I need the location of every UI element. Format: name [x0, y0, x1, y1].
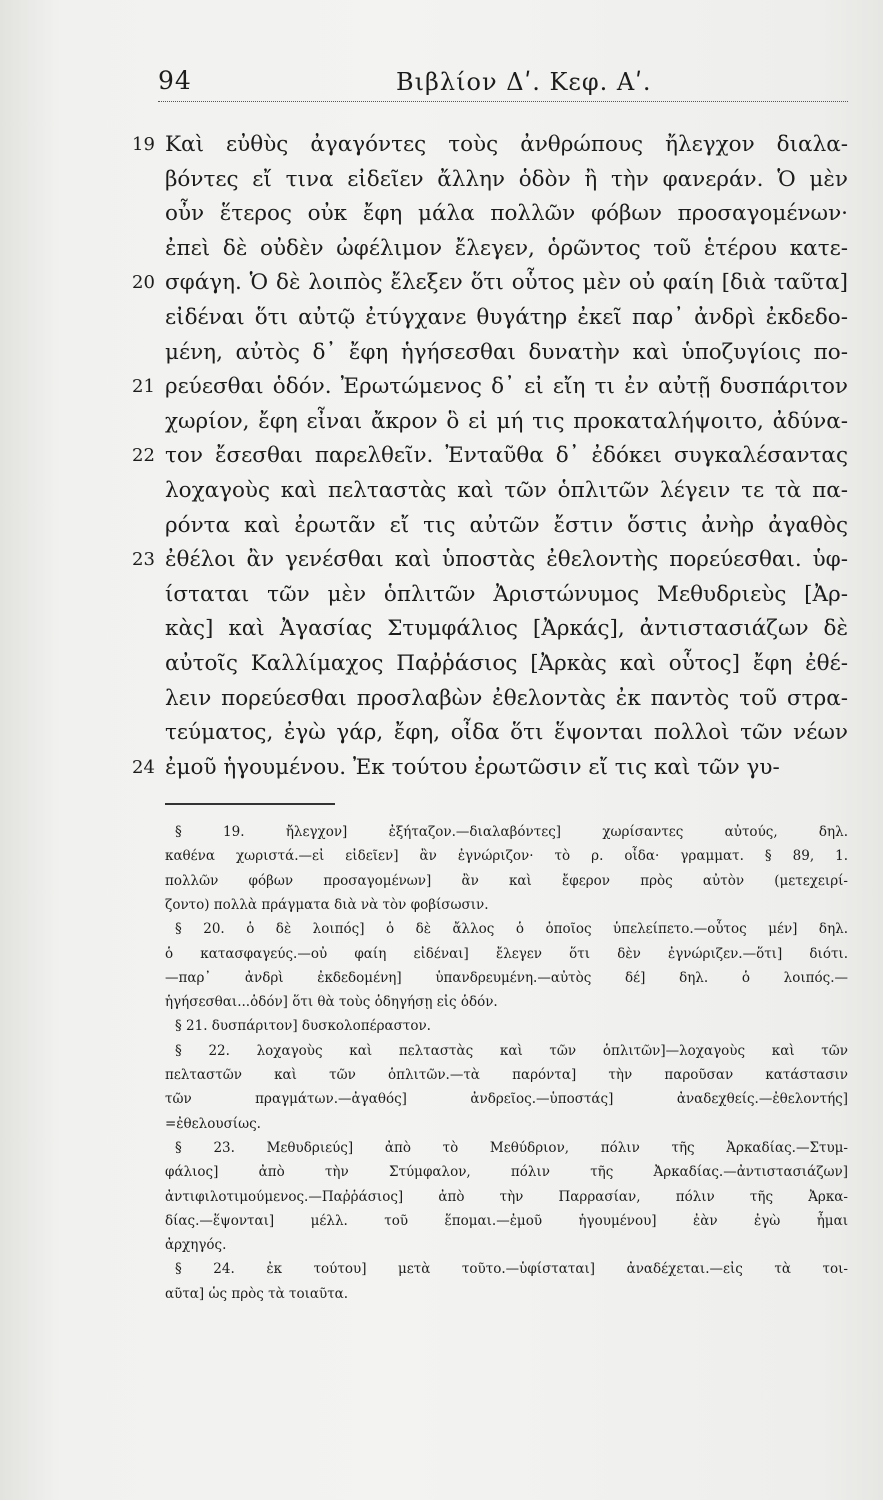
footnote-line: ζοντο) πολλὰ πράγματα διὰ νὰ τὸν φοβίσωσιν. — [165, 896, 489, 913]
section-number: 21 — [132, 376, 155, 398]
footnote-line: § 24. ἐκ τούτου] μετὰ τοῦτο.—ὑφίσταται] ἀναδέχεται.—εἰς τὰ τοι- — [175, 1261, 848, 1278]
section-number: 20 — [132, 272, 155, 294]
running-head: Βιβλίον Δʹ. Κεφ. Αʹ. — [396, 68, 652, 96]
text-line: εἰδέναι ὅτι αὐτῷ ἐτύγχανε θυγάτηρ ἐκεῖ παρ᾽ ἀνδρὶ ἐκδεδο- — [165, 305, 848, 330]
text-line: βόντες εἴ τινα εἰδεῖεν ἄλλην ὁδὸν ἢ τὴν φανεράν. Ὁ μὲν — [165, 166, 848, 192]
text-line: ίσταται τῶν μὲν ὁπλιτῶν Ἀριστώνυμος Μεθυδριεὺς [Ἀρ- — [165, 581, 848, 607]
text-line: σφάγη. Ὁ δὲ λοιπὸς ἔλεξεν ὅτι οὗτος μὲν οὐ φαίη [διὰ ταῦτα] — [165, 270, 848, 296]
footnote-line: § 20. ὁ δὲ λοιπός] ὁ δὲ ἄλλος ὁ ὁποῖος ὑπελείπετο.—οὗτος μέν] δηλ. — [175, 921, 848, 938]
text-line: αὐτοῖς Καλλίμαχος Παῤῥάσιος [Ἀρκὰς καὶ οὗτος] ἔφη ἐθέ- — [165, 651, 848, 676]
footnote-line: πολλῶν φόβων προσαγομένων] ἂν καὶ ἔφερον πρὸς αὐτὸν (μετεχειρί- — [165, 872, 848, 889]
text-line: οὖν ἕτερος οὐκ ἔφη μάλα πολλῶν φόβων προσαγομένων· — [165, 201, 848, 227]
footnote-line: § 21. δυσπάριτον] δυσκολοπέραστον. — [175, 1018, 431, 1035]
text-line: Καὶ εὐθὺς ἀγαγόντες τοὺς ἀνθρώπους ἤλεγχον διαλα- — [165, 132, 848, 157]
footnote-line: —παρ᾽ ἀνδρὶ ἐκδεδομένη] ὑπανδρευμένη.—αὐτὸς δέ] δηλ. ὁ λοιπός.— — [165, 969, 848, 986]
footnote-line: πελταστῶν καὶ τῶν ὁπλιτῶν.—τὰ παρόντα] τὴν παροῦσαν κατάστασιν — [165, 1067, 848, 1083]
header-rule — [158, 101, 848, 102]
text-line: ρεύεσθαι ὁδόν. Ἐρωτώμενος δ᾽ εἰ εἴη τι ἐν αὐτῇ δυσπάριτον — [165, 374, 848, 400]
footnote-line: αῦτα] ὡς πρὸς τὰ τοιαῦτα. — [165, 1285, 349, 1302]
footnote-line: § 23. Μεθυδριεύς] ἀπὸ τὸ Μεθύδριον, πόλιν τῆς Ἀρκαδίας.—Στυμ- — [175, 1139, 848, 1156]
text-line: μένη, αὐτὸς δ᾽ ἔφη ἡγήσεσθαι δυνατὴν καὶ ὑποζυγίοις πο- — [165, 339, 848, 365]
text-line: χωρίον, ἔφη εἶναι ἄκρον ὃ εἰ μή τις προκαταλήψοιτο, ἀδύνα- — [165, 408, 848, 434]
footnote-line: δίας.—ἕψονται] μέλλ. τοῦ ἕπομαι.—ἐμοῦ ἡγουμένου] ἐὰν ἐγὼ ἦμαι — [165, 1212, 848, 1229]
footnote-separator — [165, 803, 335, 805]
section-number: 23 — [132, 549, 155, 571]
section-number: 19 — [132, 134, 155, 155]
footnote-line: § 19. ἤλεγχον] ἐξήταζον.—διαλαβόντες] χωρίσαντες αὐτούς, δηλ. — [175, 824, 848, 840]
text-line: ἐπεὶ δὲ οὐδὲν ὠφέλιμον ἔλεγεν, ὁρῶντος τοῦ ἑτέρου κατε- — [165, 235, 848, 261]
footnote-line: ἀντιφιλοτιμούμενος.—Παῤῥάσιος] ἀπὸ τὴν Παρρασίαν, πόλιν τῆς Ἀρκα- — [165, 1188, 848, 1205]
footnote-line: καθένα χωριστά.—εἰ εἰδεῖεν] ἂν ἐγνώριζον· τὸ ρ. οἶδα· γραμματ. § 89, 1. — [165, 848, 848, 865]
section-number: 22 — [132, 445, 155, 467]
text-line: ρόντα καὶ ἐρωτᾶν εἴ τις αὐτῶν ἔστιν ὅστις ἀνὴρ ἀγαθὸς — [165, 512, 848, 538]
footnote-line: φάλιος] ἀπὸ τὴν Στύμφαλον, πόλιν τῆς Ἀρκαδίας.—ἀντιστασιάζων] — [165, 1164, 848, 1181]
footnote-line: =ἐθελουσίως. — [165, 1115, 261, 1132]
section-number: 24 — [132, 756, 155, 778]
footnote-line: § 22. λοχαγοὺς καὶ πελταστὰς καὶ τῶν ὁπλιτῶν]—λοχαγοὺς καὶ τῶν — [175, 1042, 848, 1059]
footnote-line: τῶν πραγμάτων.—ἀγαθός] ἀνδρεῖος.—ὑποστάς] ἀναδεχθείς.—ἐθελοντής] — [165, 1091, 848, 1108]
text-line: κὰς] καὶ Ἀγασίας Στυμφάλιος [Ἀρκάς], ἀντιστασιάζων δὲ — [165, 616, 848, 642]
text-line: τον ἔσεσθαι παρελθεῖν. Ἐνταῦθα δ᾽ ἐδόκει συγκαλέσαντας — [165, 443, 848, 469]
text-line: τεύματος, ἐγὼ γάρ, ἔφη, οἶδα ὅτι ἕψονται πολλοὶ τῶν νέων — [165, 720, 848, 746]
text-line: ἐθέλοι ἂν γενέσθαι καὶ ὑποστὰς ἐθελοντὴς πορεύεσθαι. ὑφ- — [165, 547, 848, 573]
footnote-line: ἀρχηγός. — [165, 1237, 227, 1254]
text-line: λοχαγοὺς καὶ πελταστὰς καὶ τῶν ὁπλιτῶν λέγειν τε τὰ πα- — [165, 478, 848, 503]
footnote-line: ὁ κατασφαγεύς.—οὐ φαίη εἰδέναι] ἔλεγεν ὅτι δὲν ἐγνώριζεν.—ὅτι] διότι. — [165, 945, 848, 962]
text-line: ἐμοῦ ἡγουμένου. Ἐκ τούτου ἐρωτῶσιν εἴ τις καὶ τῶν γυ- — [165, 754, 780, 780]
footnote-line: ἡγήσεσθαι...ὁδόν] ὅτι θὰ τοὺς ὁδηγήσῃ εἰς ὁδόν. — [165, 994, 498, 1011]
text-line: λειν πορεύεσθαι προσλαβὼν ἐθελοντὰς ἐκ παντὸς τοῦ στρα- — [165, 685, 848, 711]
page-number: 94 — [158, 66, 192, 95]
page-header — [158, 62, 848, 102]
